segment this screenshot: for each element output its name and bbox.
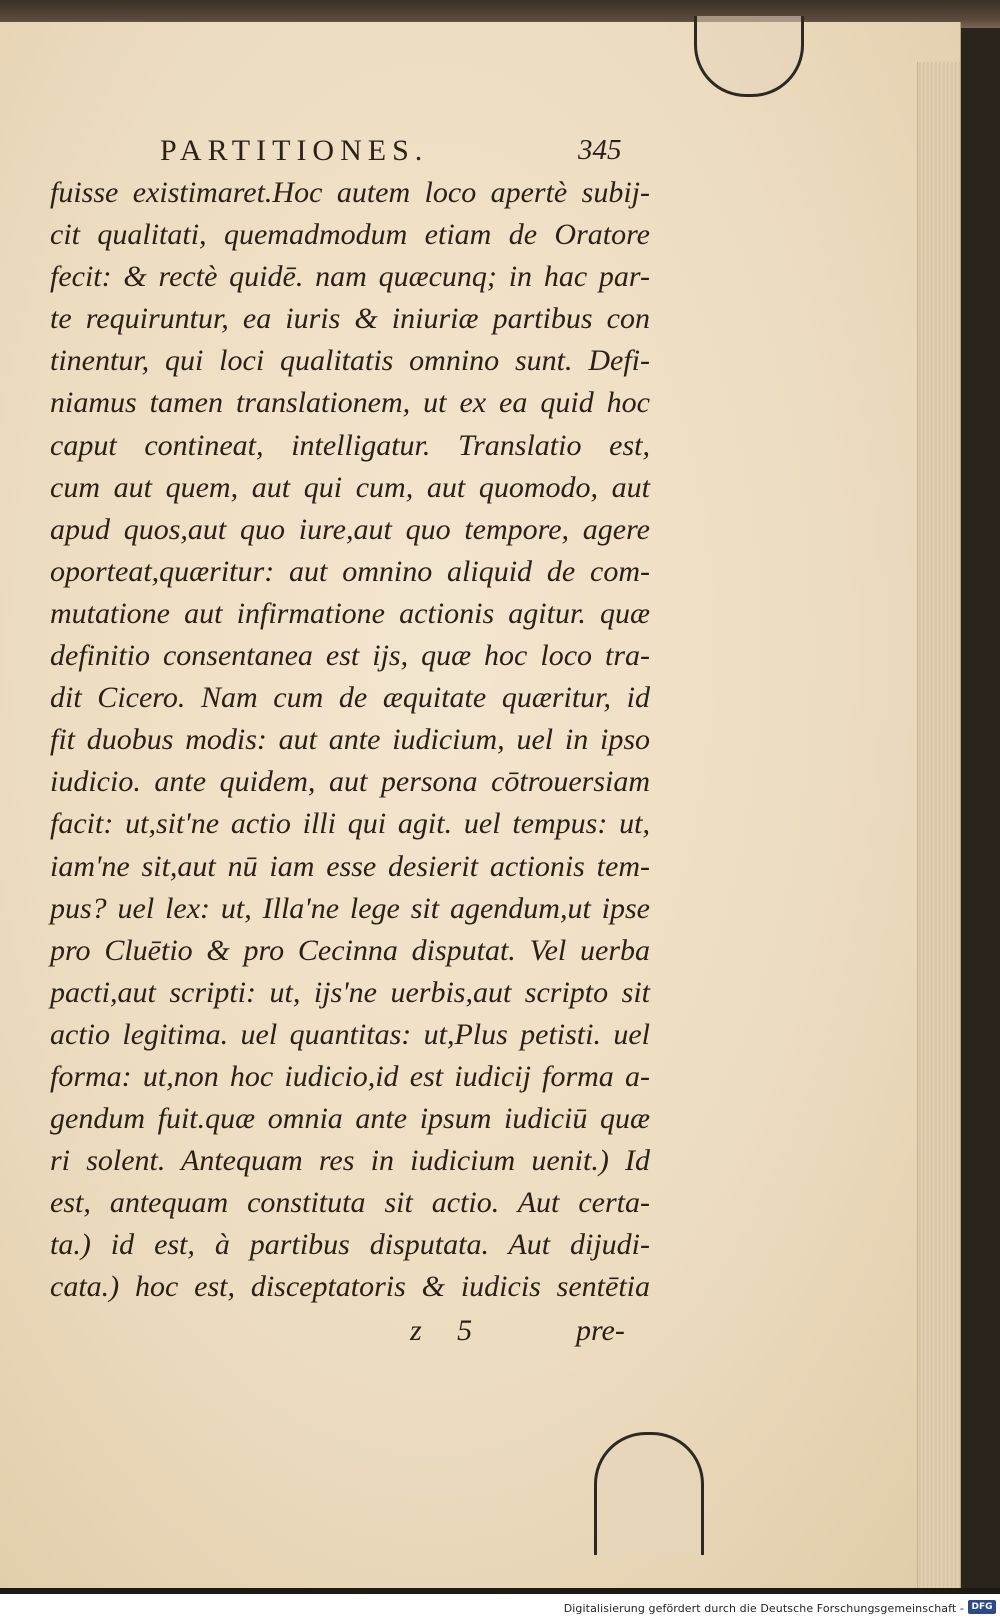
running-title: PARTITIONES. [160, 134, 429, 167]
text-line: forma: ut,non hoc iudicio,id est iudicij forma a- [50, 1059, 650, 1093]
text-line: ri solent. Antequam res in iudicium uenit.) Id [50, 1144, 650, 1178]
text-line: definitio consentanea est ijs, quæ hoc loco tra- [50, 639, 650, 673]
catchword: pre- [576, 1314, 625, 1347]
text-line: fecit: & rectè quidē. nam quæcunq; in hac par- [50, 260, 650, 294]
digitization-note: Digitalisierung gefördert durch die Deutsche Forschungsgemeinschaft - [563, 1602, 964, 1615]
text-line: cum aut quem, aut qui cum, aut quomodo, aut [50, 470, 650, 504]
text-line: cata.) hoc est, disceptatoris & iudicis sentētia [50, 1270, 650, 1304]
text-line: pacti,aut scripti: ut, ijs'ne uerbis,aut scripto sit [50, 975, 650, 1009]
text-line: gendum fuit.quæ omnia ante ipsum iudiciū quæ [50, 1102, 650, 1136]
text-line: iam'ne sit,aut nū iam esse desierit actionis tem- [50, 849, 650, 883]
footer-band [0, 1588, 1000, 1623]
text-line: est, antequam constituta sit actio. Aut certa- [50, 1186, 650, 1220]
text-line: pus? uel lex: ut, Illa'ne lege sit agendum,ut ipse [50, 891, 650, 925]
text-line: te requiruntur, ea iuris & iniuriæ partibus con [50, 302, 650, 336]
page-edges [917, 62, 960, 1602]
text-line: niamus tamen translationem, ut ex ea quid hoc [50, 386, 650, 420]
page-number: 345 [578, 134, 622, 166]
text-line: apud quos,aut quo iure,aut quo tempore, agere [50, 512, 650, 546]
signature-mark: z 5 [410, 1314, 487, 1347]
text-line: oporteat,quæritur: aut omnino aliquid de com- [50, 554, 650, 588]
text-line: caput contineat, intelligatur. Translatio est, [50, 428, 650, 462]
text-line: cit qualitati, quemadmodum etiam de Oratore [50, 218, 650, 252]
page-clip-bottom [594, 1432, 704, 1555]
text-line: tinentur, qui loci qualitatis omnino sunt. Defi- [50, 344, 650, 378]
body-text [50, 172, 650, 1309]
text-line: dit Cicero. Nam cum de æquitate quæritur, id [50, 681, 650, 715]
text-line: ta.) id est, à partibus disputata. Aut dijudi- [50, 1228, 650, 1262]
text-line: facit: ut,sit'ne actio illi qui agit. uel tempus: ut, [50, 807, 650, 841]
book-page [0, 22, 961, 1590]
text-line: fit duobus modis: aut ante iudicium, uel in ipso [50, 723, 650, 757]
text-line: fuisse existimaret.Hoc autem loco apertè subij- [50, 176, 650, 209]
text-line: mutatione aut infirmatione actionis agitur. quæ [50, 596, 650, 630]
text-line: iudicio. ante quidem, aut persona cōtrouersiam [50, 765, 650, 799]
text-line: pro Cluētio & pro Cecinna disputat. Vel uerba [50, 933, 650, 967]
text-line: actio legitima. uel quantitas: ut,Plus petisti. uel [50, 1017, 650, 1051]
dfg-logo-icon: DFG [968, 1600, 996, 1614]
